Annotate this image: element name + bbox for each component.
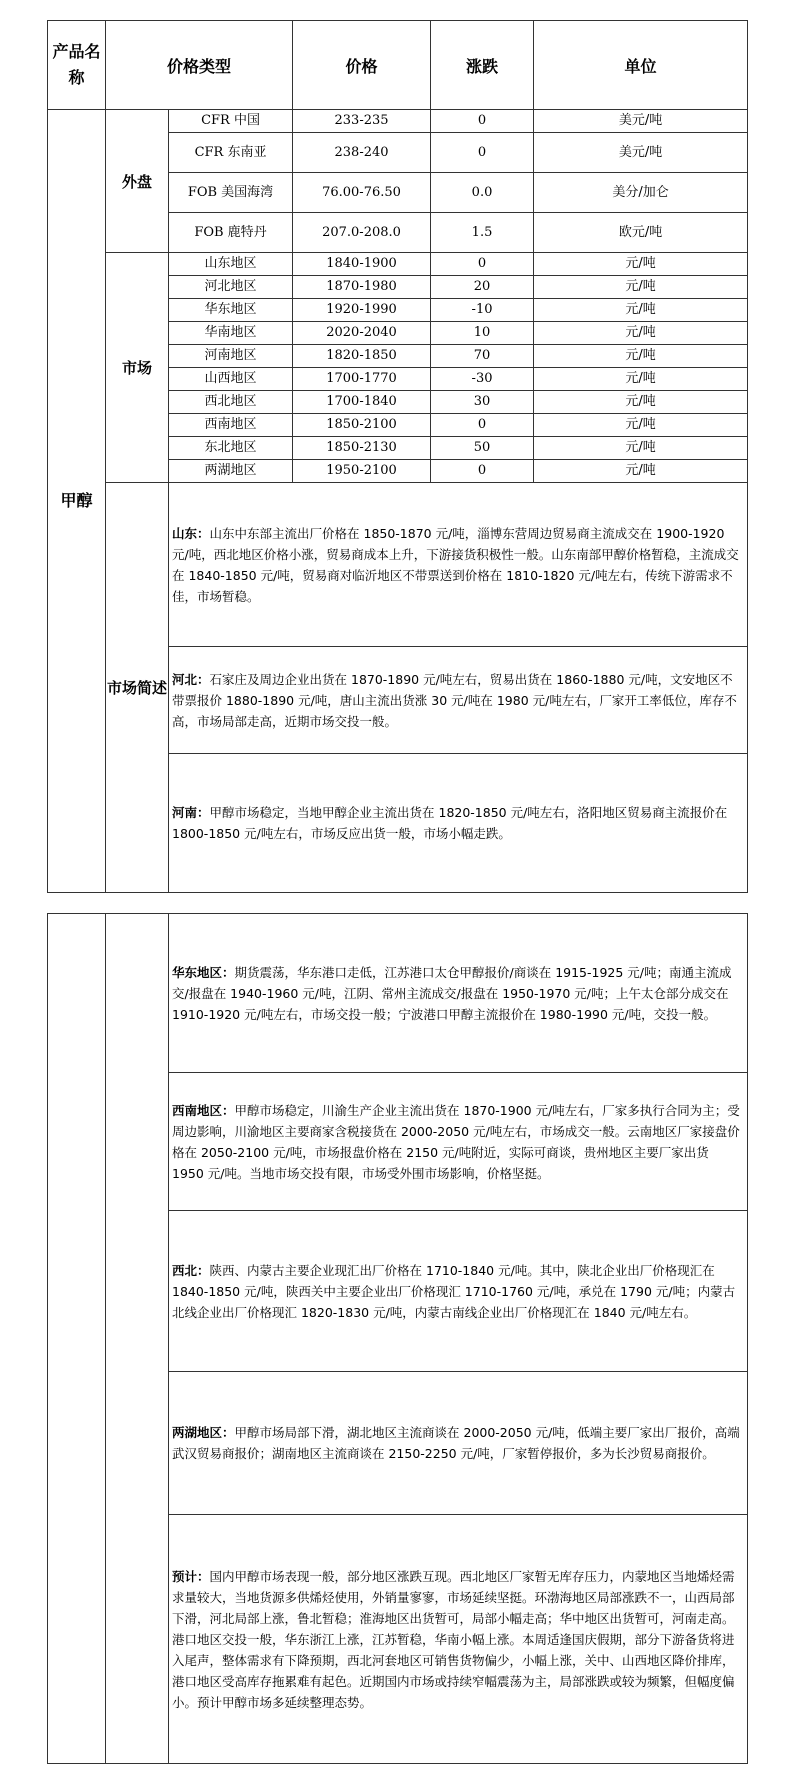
unit-cell: 元/吨 — [534, 437, 748, 460]
price-cell: 1920-1990 — [293, 299, 431, 322]
unit-cell: 元/吨 — [534, 345, 748, 368]
unit-cell: 元/吨 — [534, 391, 748, 414]
price-cell: 233-235 — [293, 110, 431, 133]
price-cell: 1850-2100 — [293, 414, 431, 437]
price-type-cell: CFR 中国 — [169, 110, 293, 133]
price-type-cell: 华南地区 — [169, 322, 293, 345]
summary-text: 期货震荡，华东港口走低，江苏港口太仓甲醇报价/商谈在 1915-1925 元/吨；南通主流成交/报盘在 1940-1960 元/吨，江阴、常州主流成交/报盘在 1950-1970 元/吨；上午太仓部分成交在 1910-1920 元/吨左右，市场交投一般；宁波港口甲醇主流报价在 1980-1990 元/吨，交投一般。 — [172, 964, 732, 1022]
summary-huadong — [169, 914, 748, 1073]
unit-cell: 美分/加仑 — [534, 173, 748, 213]
unit-cell: 欧元/吨 — [534, 213, 748, 253]
summary-title: 山东： — [172, 525, 210, 541]
price-type-cell: 西北地区 — [169, 391, 293, 414]
summary-text: 甲醇市场稳定，川渝生产企业主流出货在 1870-1900 元/吨左右，厂家多执行合同为主；受周边影响，川渝地区主要商家含税接货在 2000-2050 元/吨左右，市场成交一般。云南地区厂家接盘价格在 2050-2100 元/吨，市场报盘价格在 2150 元/吨附近，实际可商谈，贵州地区主要厂家出货 1950 元/吨。当地市场交投有限，市场受外围市场影响，价格坚挺。 — [172, 1102, 740, 1181]
summary-text: 山东中东部主流出厂价格在 1850-1870 元/吨，淄博东营周边贸易商主流成交在 1900-1920 元/吨，西北地区价格小涨，贸易商成本上升，下游接货积极性一般。山东南部甲醇价格暂稳，主流成交在 1840-1850 元/吨，贸易商对临沂地区不带票送到价格在 1810-1820 元/吨左右，传统下游需求不佳，市场暂稳。 — [172, 525, 739, 604]
col-header-unit: 单位 — [534, 21, 748, 110]
unit-cell: 元/吨 — [534, 322, 748, 345]
table-header-row — [48, 21, 748, 110]
unit-cell: 美元/吨 — [534, 110, 748, 133]
change-cell: 30 — [431, 391, 534, 414]
change-cell: 70 — [431, 345, 534, 368]
price-type-cell: 河南地区 — [169, 345, 293, 368]
col-header-price-type: 价格类型 — [106, 21, 293, 110]
price-table — [47, 20, 748, 893]
price-cell: 2020-2040 — [293, 322, 431, 345]
change-cell: 50 — [431, 437, 534, 460]
summary-xibei — [169, 1211, 748, 1372]
price-cell: 1950-2100 — [293, 460, 431, 483]
summary-forecast — [169, 1515, 748, 1764]
summary-row — [48, 483, 748, 647]
change-cell: 1.5 — [431, 213, 534, 253]
unit-cell: 元/吨 — [534, 414, 748, 437]
price-cell: 1870-1980 — [293, 276, 431, 299]
price-type-cell: 西南地区 — [169, 414, 293, 437]
summary-title: 西南地区： — [172, 1102, 235, 1118]
summary-text: 石家庄及周边企业出货在 1870-1890 元/吨左右，贸易出货在 1860-1880 元/吨，文安地区不带票报价 1880-1890 元/吨，唐山主流出货涨 30 元/吨在 1980 元/吨左右，厂家开工率低位，库存不高，市场局部走高，近期市场交投一般。 — [172, 671, 737, 729]
unit-cell: 元/吨 — [534, 253, 748, 276]
summary-text: 甲醇市场局部下滑，湖北地区主流商谈在 2000-2050 元/吨，低端主要厂家出厂报价，高端武汉贸易商报价；湖南地区主流商谈在 2150-2250 元/吨，厂家暂停报价，多为长沙贸易商报价。 — [172, 1425, 740, 1461]
summary-shandong — [169, 483, 748, 647]
change-cell: 20 — [431, 276, 534, 299]
price-type-cell: FOB 鹿特丹 — [169, 213, 293, 253]
table-row — [48, 253, 748, 276]
price-type-cell: 河北地区 — [169, 276, 293, 299]
price-cell: 238-240 — [293, 133, 431, 173]
summary-title: 两湖地区： — [172, 1425, 235, 1440]
group-summary: 市场简述 — [106, 483, 169, 893]
empty-group-cell — [106, 914, 169, 1764]
change-cell: 0 — [431, 253, 534, 276]
change-cell: 10 — [431, 322, 534, 345]
table-row — [48, 110, 748, 133]
change-cell: 0 — [431, 460, 534, 483]
change-cell: 0 — [431, 110, 534, 133]
unit-cell: 美元/吨 — [534, 133, 748, 173]
price-type-cell: 华东地区 — [169, 299, 293, 322]
summary-text: 国内甲醇市场表现一般，部分地区涨跌互现。西北地区厂家暂无库存压力，内蒙地区当地烯烃需求量较大，当地货源多供烯烃使用，外销量寥寥，市场延续坚挺。环渤海地区局部涨跌不一，山西局部下滑，河北局部上涨，鲁北暂稳；淮海地区出货暂可，局部小幅走高；华中地区出货暂可，河南走高。港口地区交投一般，华东浙江上涨，江苏暂稳，华南小幅上涨。本周适逢国庆假期，部分下游备货将进入尾声，整体需求有下降预期，西北河套地区可销售货物偏少，小幅上涨，关中、山西地区降价排库，港口地区受高库存拖累难有起色。近期国内市场或持续窄幅震荡为主，局部涨跌或较为频繁，但幅度偏小。预计甲醇市场多延续整理态势。 — [172, 1568, 735, 1710]
summary-lianghu — [169, 1372, 748, 1515]
change-cell: -30 — [431, 368, 534, 391]
summary-text: 甲醇市场稳定，当地甲醇企业主流出货在 1820-1850 元/吨左右，洛阳地区贸易商主流报价在 1800-1850 元/吨左右，市场反应出货一般，市场小幅走跌。 — [172, 805, 728, 841]
summary-xinan — [169, 1073, 748, 1211]
price-cell: 1700-1770 — [293, 368, 431, 391]
summary-continued-table — [47, 913, 748, 1764]
change-cell: -10 — [431, 299, 534, 322]
price-type-cell: CFR 东南亚 — [169, 133, 293, 173]
price-type-cell: 东北地区 — [169, 437, 293, 460]
price-type-cell: 山东地区 — [169, 253, 293, 276]
col-header-change: 涨跌 — [431, 21, 534, 110]
summary-hebei — [169, 647, 748, 754]
unit-cell: 元/吨 — [534, 299, 748, 322]
summary-title: 河南： — [172, 805, 210, 820]
price-cell: 207.0-208.0 — [293, 213, 431, 253]
empty-product-cell — [48, 914, 106, 1764]
summary-title: 预计： — [172, 1568, 210, 1584]
summary-text: 陕西、内蒙古主要企业现汇出厂价格在 1710-1840 元/吨。其中，陕北企业出厂价格现汇在 1840-1850 元/吨，陕西关中主要企业出厂价格现汇 1710-1760 元/吨，承兑在 1790 元/吨；内蒙古北线企业出厂价格现汇 1820-1830 元/吨，内蒙古南线企业出厂价格现汇在 1840 元/吨左右。 — [172, 1262, 736, 1320]
change-cell: 0 — [431, 414, 534, 437]
unit-cell: 元/吨 — [534, 276, 748, 299]
price-cell: 1840-1900 — [293, 253, 431, 276]
price-type-cell: FOB 美国海湾 — [169, 173, 293, 213]
summary-title: 河北： — [172, 671, 210, 687]
price-cell: 76.00-76.50 — [293, 173, 431, 213]
unit-cell: 元/吨 — [534, 368, 748, 391]
unit-cell: 元/吨 — [534, 460, 748, 483]
summary-title: 西北： — [172, 1262, 210, 1278]
change-cell: 0 — [431, 133, 534, 173]
product-name: 甲醇 — [48, 110, 106, 893]
summary-henan — [169, 754, 748, 893]
group-foreign: 外盘 — [106, 110, 169, 253]
change-cell: 0.0 — [431, 173, 534, 213]
summary-title: 华东地区： — [172, 964, 235, 980]
col-header-product: 产品名称 — [48, 21, 106, 110]
group-market: 市场 — [106, 253, 169, 483]
price-cell: 1850-2130 — [293, 437, 431, 460]
price-type-cell: 两湖地区 — [169, 460, 293, 483]
summary-row — [48, 914, 748, 1073]
price-type-cell: 山西地区 — [169, 368, 293, 391]
price-cell: 1700-1840 — [293, 391, 431, 414]
price-cell: 1820-1850 — [293, 345, 431, 368]
col-header-price: 价格 — [293, 21, 431, 110]
